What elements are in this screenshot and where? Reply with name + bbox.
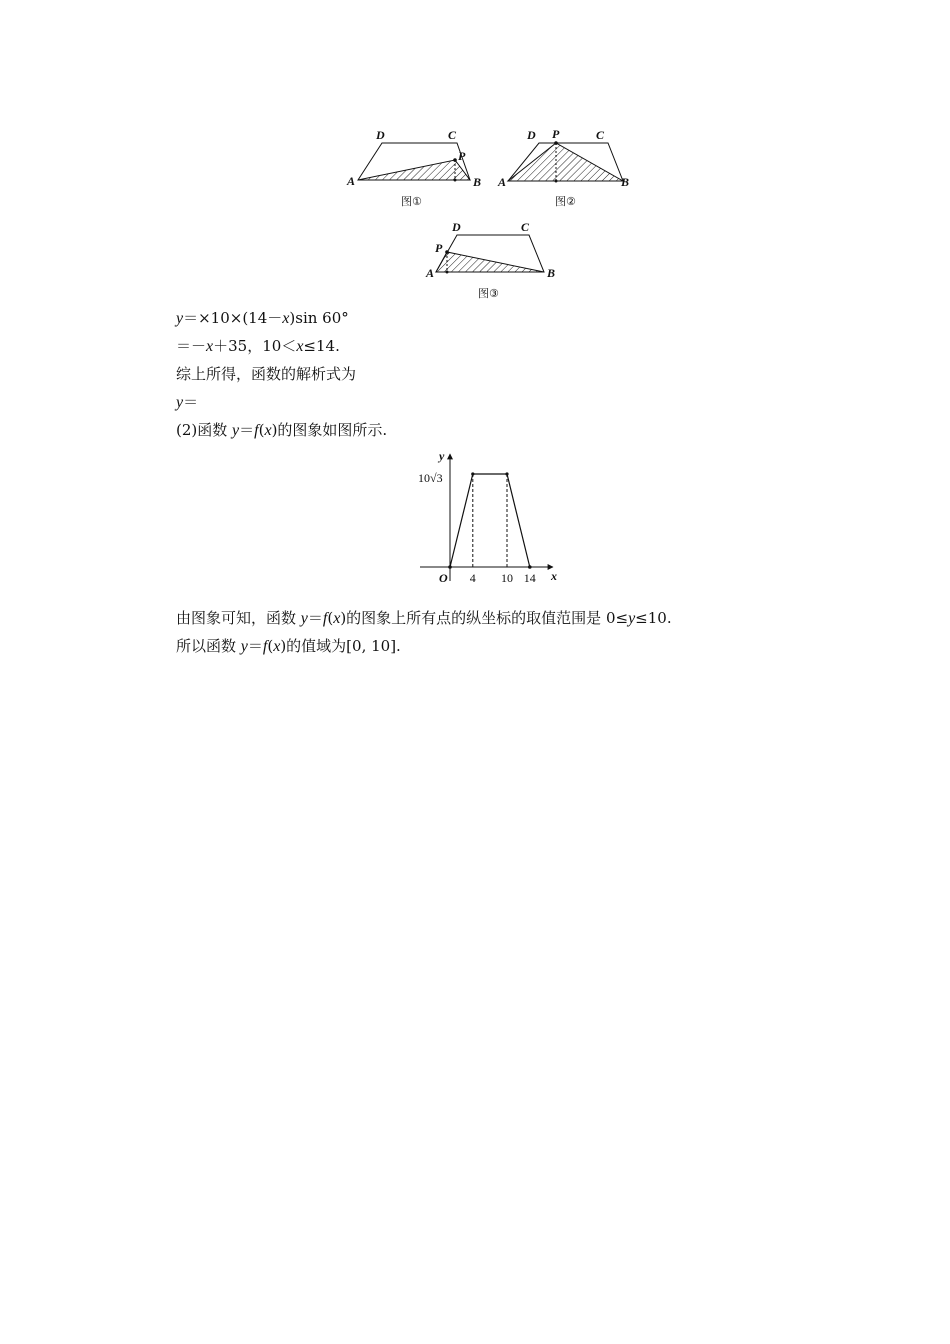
label-D: D	[452, 220, 461, 234]
label-D: D	[527, 128, 536, 142]
shaded-triangle	[508, 143, 623, 181]
trapezoid-figure-2	[495, 125, 640, 211]
label-A: A	[347, 174, 356, 188]
formula-line-1: y＝×10×(14－x)sin 60°	[176, 309, 349, 327]
summary-line: 综上所得，函数的解析式为	[176, 365, 357, 383]
caption-fig1: 图①	[401, 195, 422, 208]
formula-line-y: y＝	[176, 393, 199, 411]
graph-svg	[405, 448, 575, 596]
x-tick-label: 10	[501, 571, 513, 585]
label-A: A	[426, 266, 435, 280]
label-B: B	[621, 175, 630, 189]
label-B: B	[547, 266, 556, 280]
label-A: A	[498, 175, 507, 189]
shaded-triangle	[436, 252, 544, 272]
label-C: C	[448, 128, 457, 142]
plot-area	[448, 472, 536, 585]
conclusion-line-1: 由图象可知，函数 y＝f(x)的图象上所有点的纵坐标的取值范围是 0≤y≤10.	[176, 609, 672, 627]
label-P: P	[458, 149, 466, 163]
part-2-intro: (2)函数 y＝f(x)的图象如图所示.	[176, 421, 388, 439]
x-tick-label: 14	[523, 571, 536, 585]
trapezoid-figure-1	[345, 125, 495, 211]
data-point	[471, 472, 474, 475]
x-axis-label: x	[551, 569, 557, 583]
y-tick-label: 10√3	[418, 471, 443, 485]
label-C: C	[521, 220, 530, 234]
x-tick-label: 4	[469, 571, 476, 585]
label-B: B	[473, 175, 482, 189]
figure-1	[345, 125, 495, 211]
label-P: P	[435, 241, 443, 255]
trapezoid-figure-3	[420, 218, 570, 304]
formula-line-2: ＝－x＋35，10＜x≤14.	[176, 337, 340, 355]
y-axis-label: y	[439, 449, 445, 463]
label-P: P	[552, 127, 560, 141]
figure-3	[420, 218, 570, 304]
shaded-triangle	[358, 160, 470, 180]
function-graph	[405, 448, 575, 596]
caption-fig3: 图③	[478, 287, 499, 300]
figure-2	[495, 125, 640, 211]
data-point	[448, 565, 452, 569]
data-point	[528, 565, 532, 569]
caption-fig2: 图②	[555, 195, 576, 208]
function-line	[450, 474, 530, 567]
data-point	[505, 472, 508, 475]
label-D: D	[376, 128, 385, 142]
label-C: C	[596, 128, 605, 142]
conclusion-line-2: 所以函数 y＝f(x)的值域为[0, 10].	[176, 637, 401, 655]
origin-label: O	[439, 571, 448, 585]
